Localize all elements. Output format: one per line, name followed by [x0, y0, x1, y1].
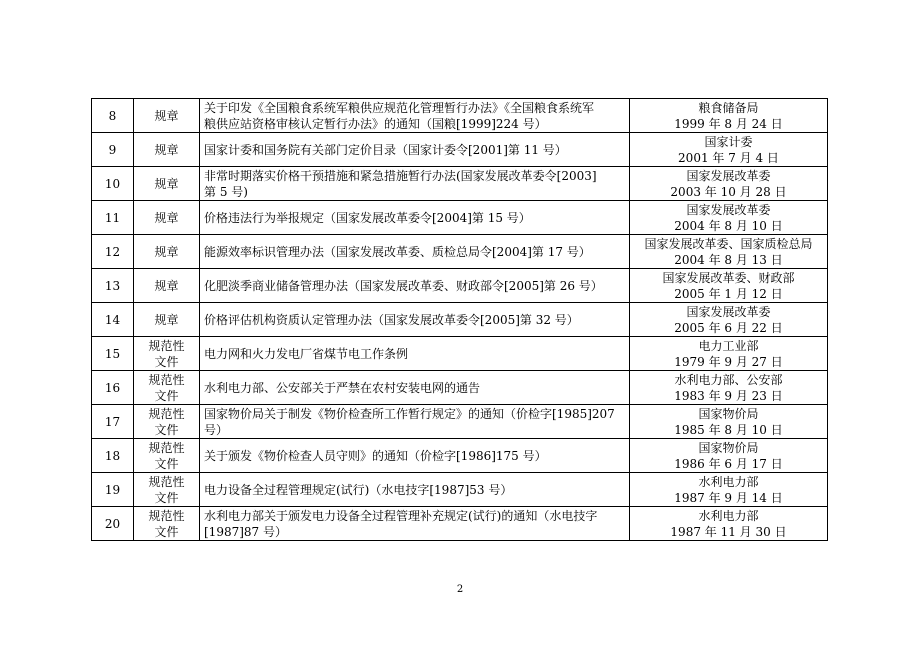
document-type [134, 405, 200, 439]
row-number: 19 [92, 473, 134, 507]
issuing-authority: 国家发展改革委 [686, 304, 771, 319]
row-number: 12 [92, 235, 134, 269]
document-type [134, 167, 200, 201]
row-number: 20 [92, 507, 134, 541]
issuer-and-date [630, 167, 828, 201]
issue-date: 1983 年 9 月 23 日 [674, 388, 783, 403]
issuer-and-date [630, 371, 828, 405]
document-title [200, 99, 630, 133]
issuer-and-date [630, 303, 828, 337]
issuing-authority: 水利电力部 [698, 508, 759, 523]
row-number: 17 [92, 405, 134, 439]
document-type [134, 473, 200, 507]
table-row [92, 303, 828, 337]
document-type-line: 文件 [154, 422, 179, 437]
document-type-line: 规范性 [148, 406, 185, 421]
issuing-authority: 水利电力部 [698, 474, 759, 489]
document-type [134, 337, 200, 371]
issuing-authority: 国家发展改革委 [686, 202, 771, 217]
row-number: 14 [92, 303, 134, 337]
document-title [200, 371, 630, 405]
document-title [200, 439, 630, 473]
issuer-and-date [630, 201, 828, 235]
row-number: 13 [92, 269, 134, 303]
document-title [200, 167, 630, 201]
issuing-authority: 水利电力部、公安部 [674, 372, 783, 387]
row-number: 8 [92, 99, 134, 133]
document-type [134, 201, 200, 235]
issuer-and-date [630, 235, 828, 269]
document-title [200, 269, 630, 303]
issuing-authority: 国家发展改革委、财政部 [662, 270, 795, 285]
table-row [92, 201, 828, 235]
document-title-line: 粮供应站资格审核认定暂行办法》的通知（国粮[1999]224 号） [204, 116, 547, 131]
document-type [134, 507, 200, 541]
document-title [200, 201, 630, 235]
document-type-line: 规章 [154, 312, 179, 327]
row-number: 11 [92, 201, 134, 235]
issue-date: 2003 年 10 月 28 日 [670, 184, 787, 199]
document-title [200, 133, 630, 167]
table-row [92, 405, 828, 439]
document-type-line: 规章 [154, 108, 179, 123]
issuer-and-date [630, 337, 828, 371]
document-title-line: 第 5 号) [204, 184, 248, 199]
issuing-authority: 国家发展改革委 [686, 168, 771, 183]
document-type-line: 规范性 [148, 440, 185, 455]
document-type [134, 439, 200, 473]
issue-date: 2005 年 1 月 12 日 [674, 286, 783, 301]
document-type-line: 规章 [154, 210, 179, 225]
issuer-and-date [630, 507, 828, 541]
table-row [92, 99, 828, 133]
document-title [200, 405, 630, 439]
row-number: 10 [92, 167, 134, 201]
issuer-and-date [630, 133, 828, 167]
document-title-line: 号） [204, 422, 229, 437]
issuing-authority: 国家计委 [704, 134, 753, 149]
issuer-and-date [630, 405, 828, 439]
document-title-line: 关于颁发《物价检查人员守则》的通知（价检字[1986]175 号） [204, 448, 547, 463]
table-row [92, 507, 828, 541]
document-title-line: 能源效率标识管理办法（国家发展改革委、质检总局令[2004]第 17 号） [204, 244, 591, 259]
document-title-line: 价格评估机构资质认定管理办法（国家发展改革委令[2005]第 32 号） [204, 312, 579, 327]
document-type [134, 133, 200, 167]
document-type-line: 规章 [154, 244, 179, 259]
issuer-and-date [630, 99, 828, 133]
document-type [134, 371, 200, 405]
document-title-line: 非常时期落实价格干预措施和紧急措施暂行办法(国家发展改革委令[2003] [204, 168, 597, 183]
issue-date: 2004 年 8 月 10 日 [674, 218, 783, 233]
document-type [134, 235, 200, 269]
document-title [200, 337, 630, 371]
issuer-and-date [630, 439, 828, 473]
document-title-line: 价格违法行为举报规定（国家发展改革委令[2004]第 15 号） [204, 210, 531, 225]
issue-date: 2005 年 6 月 22 日 [674, 320, 783, 335]
table-row [92, 235, 828, 269]
document-title [200, 507, 630, 541]
issue-date: 1986 年 6 月 17 日 [674, 456, 783, 471]
document-title-line: 水利电力部关于颁发电力设备全过程管理补充规定(试行)的通知（水电技字 [204, 508, 598, 523]
document-type-line: 规范性 [148, 474, 185, 489]
page-number: 2 [456, 584, 464, 595]
document-title-line: 化肥淡季商业储备管理办法（国家发展改革委、财政部令[2005]第 26 号） [204, 278, 603, 293]
row-number: 18 [92, 439, 134, 473]
document-title-line: 关于印发《全国粮食系统军粮供应规范化管理暂行办法》《全国粮食系统军 [204, 100, 595, 115]
issue-date: 2004 年 8 月 13 日 [674, 252, 783, 267]
table-body [92, 99, 828, 541]
issue-date: 1987 年 11 月 30 日 [670, 524, 787, 539]
row-number: 15 [92, 337, 134, 371]
document-title [200, 235, 630, 269]
document-title-line: 国家计委和国务院有关部门定价目录（国家计委令[2001]第 11 号） [204, 142, 567, 157]
document-type [134, 99, 200, 133]
document-type-line: 文件 [154, 388, 179, 403]
table-row [92, 473, 828, 507]
document-type-line: 规范性 [148, 338, 185, 353]
table-row [92, 371, 828, 405]
table-row [92, 167, 828, 201]
issue-date: 1985 年 8 月 10 日 [674, 422, 783, 437]
document-type-line: 文件 [154, 354, 179, 369]
document-title-line: 电力设备全过程管理规定(试行)（水电技字[1987]53 号） [204, 482, 513, 497]
document-type-line: 规章 [154, 176, 179, 191]
issue-date: 1979 年 9 月 27 日 [674, 354, 783, 369]
document-title-line: 国家物价局关于制发《物价检查所工作暂行规定》的通知（价检字[1985]207 [204, 406, 615, 421]
document-type [134, 303, 200, 337]
issuing-authority: 粮食储备局 [698, 100, 759, 115]
document-type-line: 规章 [154, 142, 179, 157]
issue-date: 2001 年 7 月 4 日 [678, 150, 779, 165]
document-title-line: [1987]87 号） [204, 524, 287, 539]
table-row [92, 269, 828, 303]
document-type-line: 规章 [154, 278, 179, 293]
row-number: 9 [92, 133, 134, 167]
document-type-line: 文件 [154, 456, 179, 471]
document-type-line: 文件 [154, 524, 179, 539]
document-title [200, 303, 630, 337]
table-row [92, 133, 828, 167]
issue-date: 1987 年 9 月 14 日 [674, 490, 783, 505]
issuing-authority: 国家物价局 [698, 440, 759, 455]
document-title-line: 水利电力部、公安部关于严禁在农村安装电网的通告 [204, 380, 481, 395]
regulations-table [91, 98, 828, 541]
document-title-line: 电力网和火力发电厂省煤节电工作条例 [204, 346, 409, 361]
document-type-line: 文件 [154, 490, 179, 505]
issue-date: 1999 年 8 月 24 日 [674, 116, 783, 131]
table-row [92, 439, 828, 473]
document-type-line: 规范性 [148, 508, 185, 523]
issuing-authority: 国家发展改革委、国家质检总局 [644, 236, 813, 251]
document-title [200, 473, 630, 507]
issuing-authority: 电力工业部 [698, 338, 759, 353]
issuing-authority: 国家物价局 [698, 406, 759, 421]
issuer-and-date [630, 473, 828, 507]
document-type-line: 规范性 [148, 372, 185, 387]
table-row [92, 337, 828, 371]
document-type [134, 269, 200, 303]
issuer-and-date [630, 269, 828, 303]
row-number: 16 [92, 371, 134, 405]
